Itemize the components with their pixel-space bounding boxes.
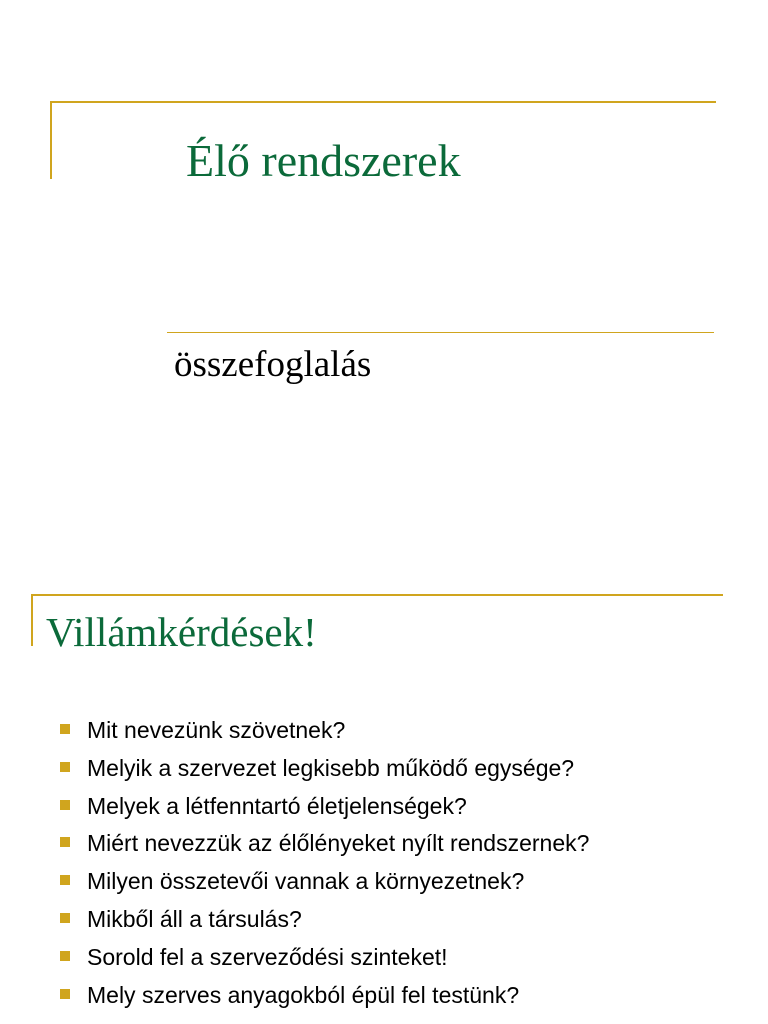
square-bullet-icon [60,724,70,734]
list-item [0,863,768,901]
list-item-text: Melyik a szervezet legkisebb működő egysége? [87,754,575,781]
list-item [0,977,768,1015]
slide-2 [0,560,768,1024]
list-item [0,939,768,977]
list-item-text: Mikből áll a társulás? [87,905,302,932]
list-item-text: Sorold fel a szerveződési szinteket! [87,943,448,970]
square-bullet-icon [60,913,70,923]
square-bullet-icon [60,762,70,772]
square-bullet-icon [60,989,70,999]
top-rule [31,594,723,596]
slide-title: Élő rendszerek [186,135,461,186]
square-bullet-icon [60,800,70,810]
left-rule [50,101,52,179]
list-item [0,712,768,750]
list-item [0,901,768,939]
square-bullet-icon [60,875,70,885]
list-item-text: Melyek a létfenntartó életjelenségek? [87,792,467,819]
subtitle-rule [167,332,714,333]
list-item-text: Mit nevezünk szövetnek? [87,717,346,743]
list-item-text: Milyen összetevői vannak a környezetnek? [87,868,525,895]
question-list [0,712,768,1014]
left-rule [31,594,33,646]
list-item [0,750,768,788]
top-rule [50,101,716,103]
square-bullet-icon [60,951,70,961]
list-item [0,788,768,826]
slide-subtitle: összefoglalás [174,344,372,385]
list-item [0,825,768,863]
list-item-text: Miért nevezzük az élőlényeket nyílt rendszernek? [87,830,590,857]
list-item-text: Mely szerves anyagokból épül fel testünk? [87,981,520,1008]
square-bullet-icon [60,837,70,847]
slide-title: Villámkérdések! [46,609,317,655]
